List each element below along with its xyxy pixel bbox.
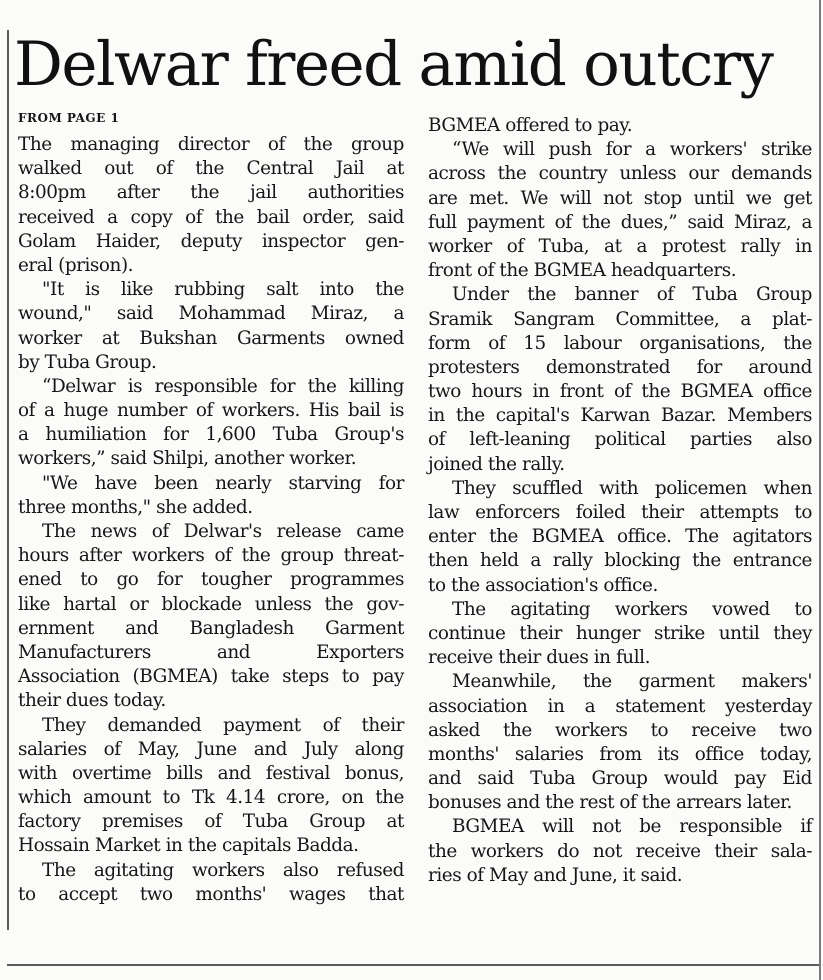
text-line: ernment and Bangladesh Garment bbox=[18, 617, 404, 639]
text-line: worker of Tuba, at a protest rally in bbox=[428, 235, 812, 257]
text-line: eral (prison). bbox=[18, 254, 134, 276]
text-line: "We have been nearly starving for bbox=[42, 472, 404, 494]
paragraph bbox=[18, 714, 404, 859]
text-line: full payment of the dues,” said Miraz, a bbox=[428, 211, 812, 233]
text-line: Association (BGMEA) take steps to pay bbox=[18, 666, 404, 688]
text-line: months' salaries from its office today, bbox=[428, 743, 812, 765]
article-column-1 bbox=[18, 133, 404, 907]
text-line: They scuffled with policemen when bbox=[452, 477, 812, 499]
text-line: the workers do not receive their sala- bbox=[428, 840, 812, 862]
paragraph bbox=[18, 859, 404, 907]
text-line: form of 15 labour organisations, the bbox=[428, 332, 812, 354]
text-line: factory premises of Tuba Group at bbox=[18, 811, 404, 833]
paragraph bbox=[18, 133, 404, 278]
text-line: BGMEA will not be responsible if bbox=[452, 816, 812, 838]
text-line: front of the BGMEA headquarters. bbox=[428, 260, 737, 282]
paragraph bbox=[428, 598, 812, 671]
text-line: continue their hunger strike until they bbox=[428, 622, 812, 644]
paragraph bbox=[18, 278, 404, 375]
text-line: with overtime bills and festival bonus, bbox=[18, 762, 404, 784]
text-line: ened to go for tougher programmes bbox=[18, 569, 404, 591]
text-line: walked out of the Central Jail at bbox=[18, 158, 404, 180]
paragraph bbox=[428, 670, 812, 815]
text-line: The agitating workers vowed to bbox=[452, 598, 812, 620]
paragraph bbox=[18, 472, 404, 520]
paragraph bbox=[18, 520, 404, 714]
text-line: two hours in front of the BGMEA office bbox=[428, 381, 812, 403]
text-line: then held a rally blocking the entrance bbox=[428, 550, 812, 572]
paragraph bbox=[428, 138, 812, 283]
paragraph bbox=[428, 114, 812, 138]
text-line: by Tuba Group. bbox=[18, 351, 157, 373]
text-line: receive their dues in full. bbox=[428, 647, 650, 669]
text-line: to the association's office. bbox=[428, 574, 658, 596]
text-line: wound," said Mohammad Miraz, a bbox=[18, 303, 404, 325]
text-line: a humiliation for 1,600 Tuba Group's bbox=[18, 424, 404, 446]
text-line: BGMEA offered to pay. bbox=[428, 115, 633, 136]
text-line: ries of May and June, it said. bbox=[428, 864, 683, 886]
text-line: Under the banner of Tuba Group bbox=[452, 284, 812, 306]
text-line: received a copy of the bail order, said bbox=[18, 206, 404, 228]
text-line: Manufacturers and Exporters bbox=[18, 641, 404, 663]
text-line: of left-leaning political parties also bbox=[428, 429, 812, 451]
paragraph bbox=[18, 375, 404, 472]
text-line: The news of Delwar's release came bbox=[42, 521, 404, 542]
text-line: enter the BGMEA office. The agitators bbox=[428, 526, 812, 548]
text-line: The agitating workers also refused bbox=[42, 859, 404, 881]
text-line: workers,” said Shilpi, another worker. bbox=[18, 448, 357, 470]
text-line: protesters demonstrated for around bbox=[428, 356, 812, 378]
text-line: which amount to Tk 4.14 crore, on the bbox=[18, 787, 404, 809]
text-line: law enforcers foiled their attempts to bbox=[428, 502, 812, 523]
text-line: worker at Bukshan Garments owned bbox=[18, 327, 404, 349]
text-line: Hossain Market in the capitals Badda. bbox=[18, 835, 359, 857]
text-line: three months," she added. bbox=[18, 496, 253, 518]
text-line: like hartal or blockade unless the gov- bbox=[18, 593, 404, 615]
article-column-2 bbox=[428, 114, 812, 888]
text-line: across the country unless our demands bbox=[428, 163, 812, 185]
text-line: association in a statement yesterday bbox=[428, 695, 812, 717]
text-line: “Delwar is responsible for the killing bbox=[42, 375, 404, 397]
text-line: to accept two months' wages that bbox=[18, 883, 404, 905]
headline: Delwar freed amid outcry bbox=[14, 29, 773, 100]
text-line: Golam Haider, deputy inspector gen- bbox=[18, 230, 404, 252]
text-line: Sramik Sangram Committee, a plat- bbox=[428, 308, 812, 330]
left-column-rule bbox=[7, 30, 9, 930]
text-line: their dues today. bbox=[18, 690, 166, 712]
text-line: The managing director of the group bbox=[18, 134, 404, 155]
text-line: are met. We will not stop until we get bbox=[428, 187, 812, 209]
paragraph bbox=[428, 815, 812, 888]
paragraph bbox=[428, 477, 812, 598]
paragraph bbox=[428, 283, 812, 477]
bottom-rule bbox=[7, 964, 819, 966]
right-column-rule bbox=[819, 0, 821, 980]
text-line: bonuses and the rest of the arrears later. bbox=[428, 792, 792, 814]
text-line: Meanwhile, the garment makers' bbox=[452, 671, 812, 693]
text-line: of a huge number of workers. His bail is bbox=[18, 400, 404, 422]
text-line: 8:00pm after the jail authorities bbox=[18, 182, 404, 204]
text-line: joined the rally. bbox=[428, 453, 565, 475]
text-line: hours after workers of the group threat- bbox=[18, 545, 404, 567]
text-line: in the capital's Karwan Bazar. Members bbox=[428, 405, 812, 427]
text-line: salaries of May, June and July along bbox=[18, 738, 404, 760]
text-line: “We will push for a workers' strike bbox=[452, 139, 812, 161]
text-line: "It is like rubbing salt into the bbox=[42, 279, 404, 301]
continued-from-label: FROM PAGE 1 bbox=[18, 111, 120, 125]
text-line: asked the workers to receive two bbox=[428, 719, 812, 741]
text-line: They demanded payment of their bbox=[42, 714, 404, 736]
text-line: and said Tuba Group would pay Eid bbox=[428, 768, 812, 790]
